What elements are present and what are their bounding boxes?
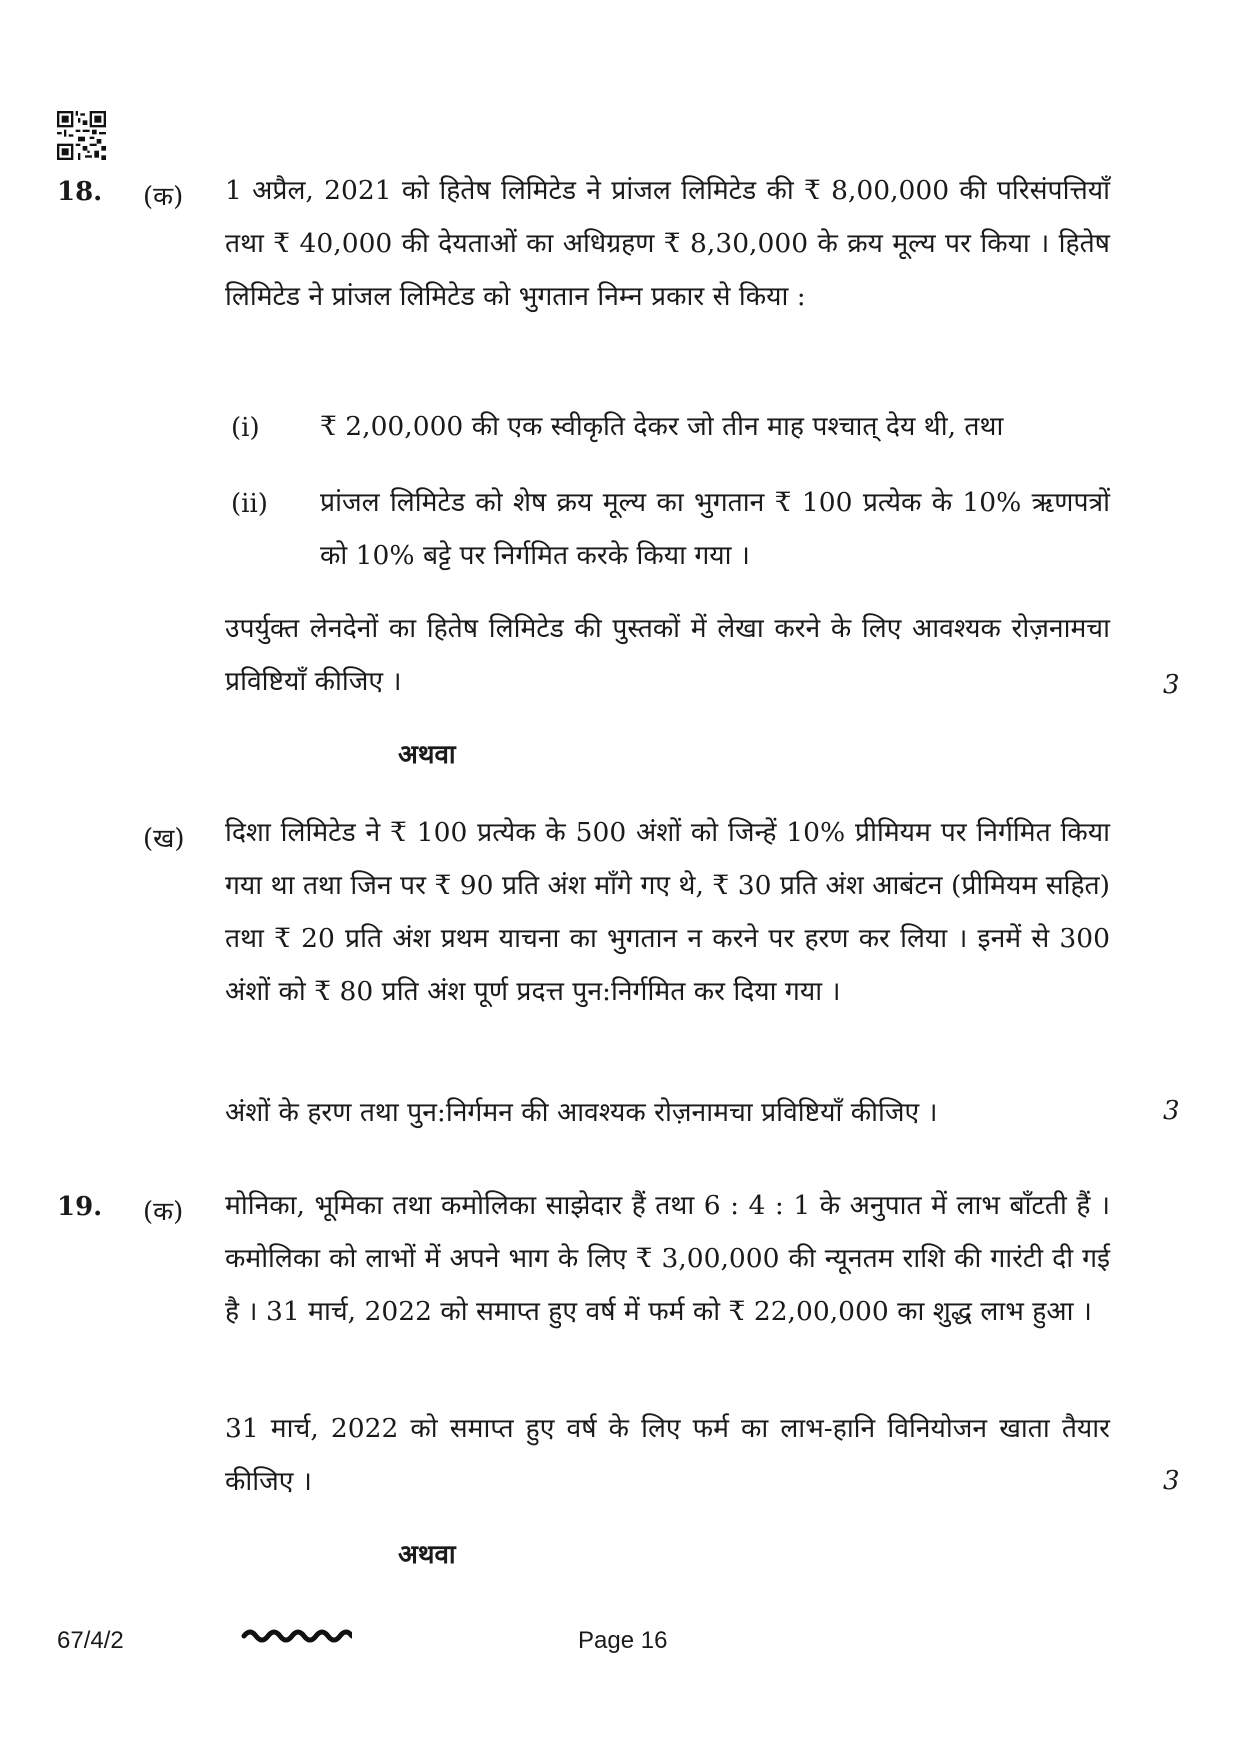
q18-item-ii-label: (ii) xyxy=(231,489,268,519)
q18-part-a-question: उपर्युक्त लेनदेनों का हितेष लिमिटेड की पुस्तकों में लेखा करने के लिए आवश्यक रोज़नामचा प्रविष्टियाँ कीजिए । xyxy=(225,613,1110,697)
q19-part-a-label: (क) xyxy=(143,1197,184,1227)
q18-part-a-marks: 3 xyxy=(1163,670,1180,700)
q19-part-a-marks: 3 xyxy=(1163,1466,1180,1496)
question-number-19: 19. xyxy=(57,1192,103,1222)
q18-item-i-text: ₹ 2,00,000 की एक स्वीकृति देकर जो तीन माह पश्चात् देय थी, तथा xyxy=(320,411,1004,442)
or-separator: अथवा xyxy=(398,740,456,770)
q18-item-ii-text: प्रांजल लिमिटेड को शेष क्रय मूल्य का भुगतान ₹ 100 प्रत्येक के 10% ऋणपत्रों को 10% बट्टे पर निर्गमित करके किया गया । xyxy=(320,487,1110,571)
q18-part-b-intro: दिशा लिमिटेड ने ₹ 100 प्रत्येक के 500 अंशों को जिन्हें 10% प्रीमियम पर निर्गमित किया गया था तथा जिन पर ₹ 90 प्रति अंश माँगे गए थे, ₹ 30 प्रति अंश आबंटन (प्रीमियम सहित) तथा ₹ 20 प्रति अंश प्रथम याचना का भुगतान न करने पर हरण कर लिया । इनमें से 300 अंशों को ₹ 80 प्रति अंश पूर्ण प्रदत्त पुन:निर्गमित कर दिया गया । xyxy=(225,817,1110,1007)
q18-part-b-marks: 3 xyxy=(1163,1096,1180,1126)
question-number-18: 18. xyxy=(57,177,103,207)
q19-part-a-question: 31 मार्च, 2022 को समाप्त हुए वर्ष के लिए फर्म का लाभ-हानि विनियोजन खाता तैयार कीजिए । xyxy=(225,1413,1110,1497)
or-separator-19: अथवा xyxy=(398,1540,456,1570)
paper-code: 67/4/2 xyxy=(57,1627,124,1654)
page-number: Page 16 xyxy=(578,1627,668,1654)
q18-part-b-question: अंशों के हरण तथा पुन:निर्गमन की आवश्यक रोज़नामचा प्रविष्टियाँ कीजिए । xyxy=(225,1097,938,1128)
q18-item-i-label: (i) xyxy=(231,413,260,443)
q18-part-a-label: (क) xyxy=(143,182,184,212)
q18-part-a-intro: 1 अप्रैल, 2021 को हितेष लिमिटेड ने प्रांजल लिमिटेड की ₹ 8,00,000 की परिसंपत्तियाँ तथा ₹ 40,000 की देयताओं का अधिग्रहण ₹ 8,30,000 के क्रय मूल्य पर किया । हितेष लिमिटेड ने प्रांजल लिमिटेड को भुगतान निम्न प्रकार से किया : xyxy=(225,175,1110,312)
tilde-ornament-icon xyxy=(240,1622,352,1650)
q18-part-b-label: (ख) xyxy=(143,824,185,854)
q19-part-a-intro: मोनिका, भूमिका तथा कमोलिका साझेदार हैं तथा 6 : 4 : 1 के अनुपात में लाभ बाँटती हैं । कमोलिका को लाभों में अपने भाग के लिए ₹ 3,00,000 की न्यूनतम राशि की गारंटी दी गई है । 31 मार्च, 2022 को समाप्त हुए वर्ष में फर्म को ₹ 22,00,000 का शुद्ध लाभ हुआ । xyxy=(225,1190,1110,1327)
qr-code xyxy=(57,111,106,160)
